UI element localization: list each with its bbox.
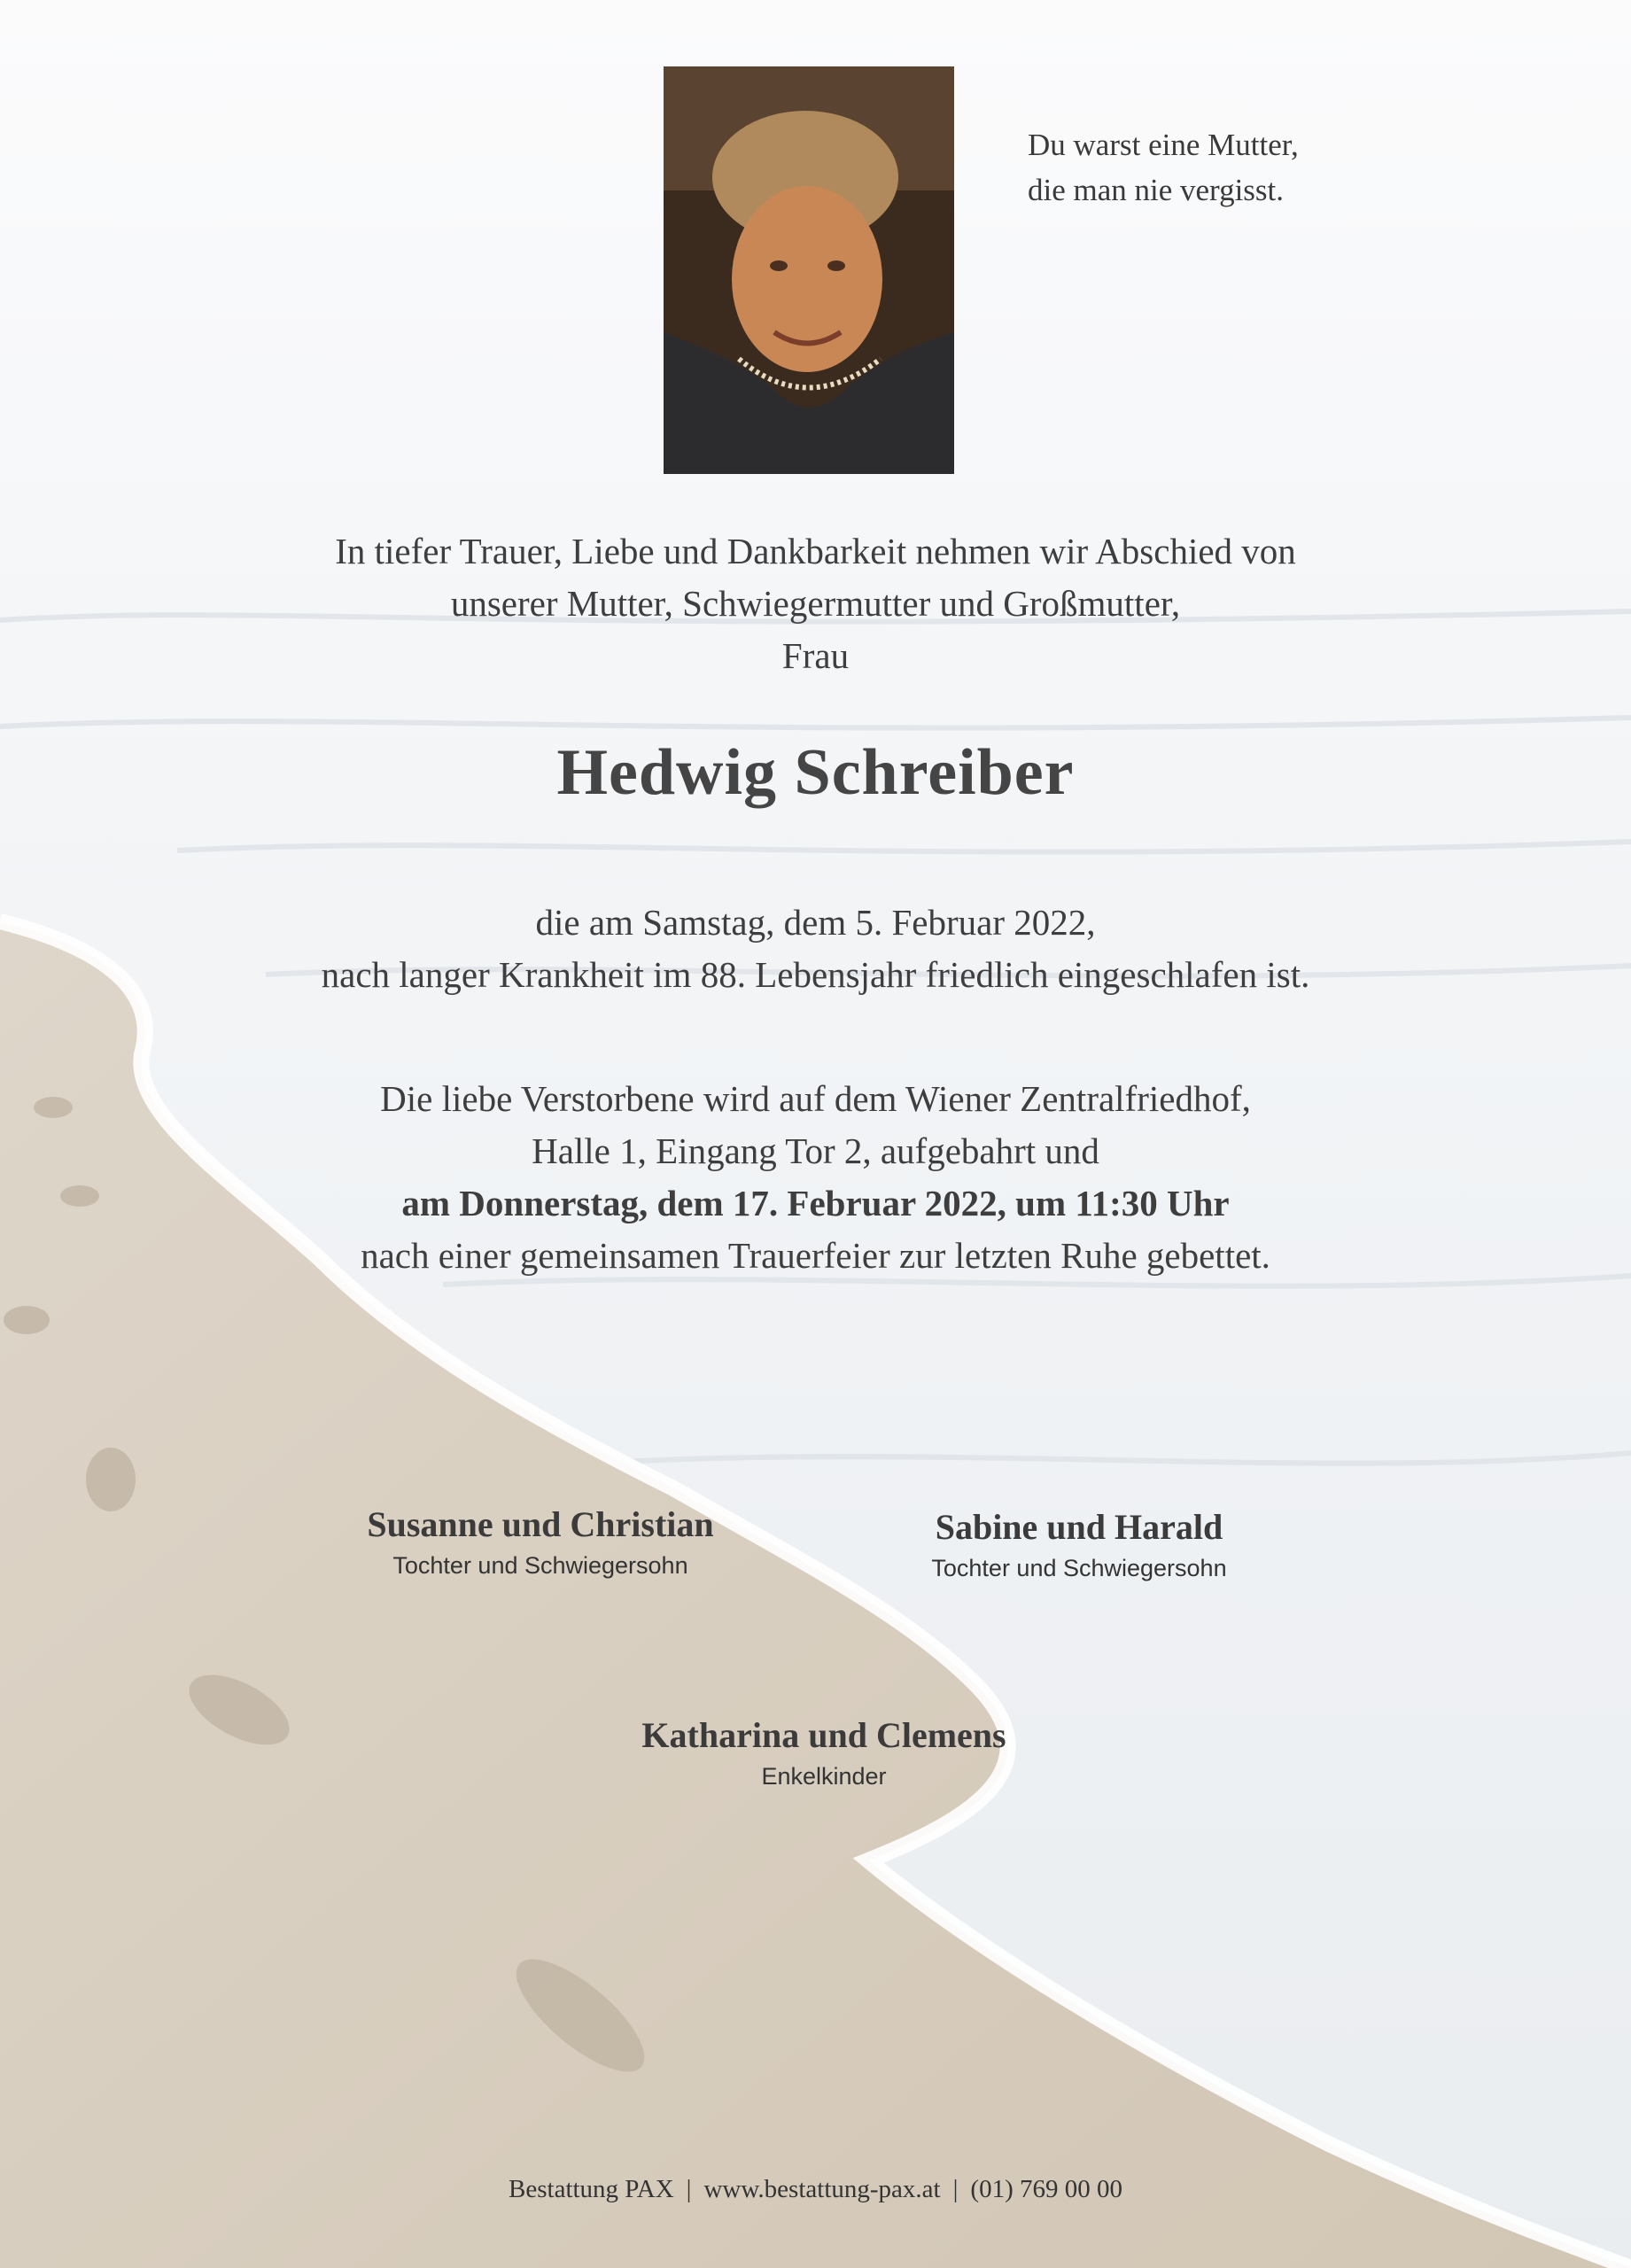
deceased-name: Hedwig Schreiber — [556, 736, 1075, 809]
quote-line: Du warst eine Mutter, — [1028, 128, 1299, 162]
mourner-name: Sabine und Harald — [935, 1507, 1223, 1547]
intro-line: Frau — [781, 635, 850, 676]
memorial-quote — [1028, 122, 1400, 213]
mourner-relation: Tochter und Schwiegersohn — [931, 1555, 1227, 1581]
mourner-relation: Enkelkinder — [761, 1763, 887, 1790]
mourner-3 — [594, 1714, 1054, 1790]
footer-phone[interactable]: (01) 769 00 00 — [970, 2175, 1122, 2203]
footer-company: Bestattung PAX — [509, 2175, 674, 2203]
footer-website[interactable]: www.bestattung-pax.at — [703, 2175, 941, 2203]
death-line: nach langer Krankheit im 88. Lebensjahr friedlich eingeschlafen ist. — [321, 954, 1310, 995]
funeral-line: Die liebe Verstorbene wird auf dem Wiener Zentralfriedhof, — [380, 1078, 1251, 1119]
quote-line: die man nie vergisst. — [1028, 173, 1285, 207]
footer — [0, 2175, 1631, 2204]
mourner-1 — [310, 1503, 771, 1580]
funeral-details — [0, 1073, 1631, 1282]
footer-separator: | — [952, 2175, 959, 2203]
funeral-line: Halle 1, Eingang Tor 2, aufgebahrt und — [532, 1130, 1099, 1171]
intro-text — [0, 525, 1631, 682]
portrait-photo — [664, 66, 954, 474]
mourner-2 — [849, 1506, 1309, 1582]
funeral-line: nach einer gemeinsamen Trauerfeier zur letzten Ruhe gebettet. — [361, 1235, 1270, 1276]
death-line: die am Samstag, dem 5. Februar 2022, — [535, 902, 1096, 943]
mourner-name: Susanne und Christian — [367, 1504, 714, 1544]
mourner-name: Katharina und Clemens — [641, 1715, 1006, 1755]
funeral-date-time: am Donnerstag, dem 17. Februar 2022, um 11:30 Uhr — [401, 1183, 1230, 1223]
footer-separator: | — [686, 2175, 692, 2203]
intro-line: In tiefer Trauer, Liebe und Dankbarkeit nehmen wir Abschied von — [335, 531, 1296, 571]
mourner-relation: Tochter und Schwiegersohn — [392, 1552, 688, 1579]
death-notice — [0, 897, 1631, 1001]
intro-line: unserer Mutter, Schwiegermutter und Großmutter, — [450, 583, 1181, 624]
